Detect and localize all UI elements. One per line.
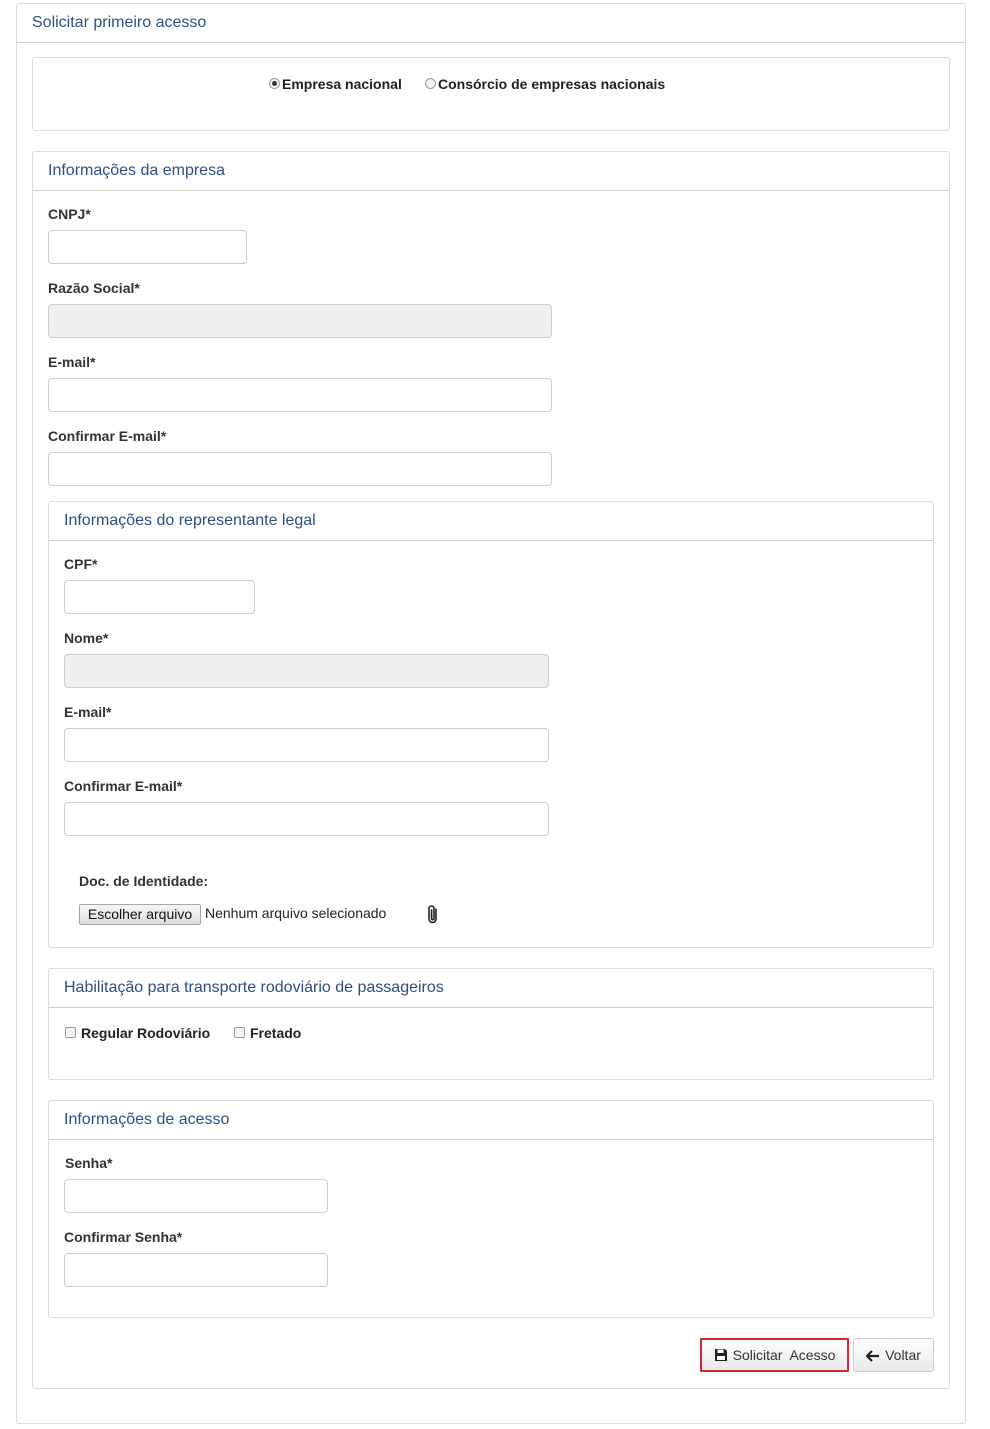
checkbox-fretado-label[interactable]: Fretado	[250, 1025, 302, 1041]
floppy-disk-icon	[714, 1348, 728, 1362]
confirm-senha-label: Confirmar Senha*	[64, 1229, 183, 1245]
company-info-header	[33, 152, 949, 191]
company-type-panel	[32, 57, 950, 131]
checkbox-regular-rodoviario[interactable]	[65, 1027, 76, 1038]
senha-input[interactable]	[64, 1179, 328, 1213]
radio-consorcio-label[interactable]: Consórcio de empresas nacionais	[438, 76, 666, 92]
file-status: Nenhum arquivo selecionado	[205, 905, 387, 921]
senha-label: Senha*	[65, 1155, 113, 1171]
representative-header	[49, 502, 933, 541]
doc-identidade-label: Doc. de Identidade:	[79, 873, 209, 889]
cpf-input[interactable]	[64, 580, 255, 614]
habilitacao-header	[49, 969, 933, 1008]
voltar-button[interactable]	[853, 1338, 934, 1372]
radio-consorcio[interactable]	[425, 78, 436, 89]
page-title: Solicitar primeiro acesso	[32, 14, 207, 31]
paperclip-icon[interactable]	[426, 904, 440, 926]
cnpj-input[interactable]	[48, 230, 247, 264]
cpf-label: CPF*	[64, 556, 98, 572]
company-email-label: E-mail*	[48, 354, 96, 370]
file-choose-button[interactable]	[79, 904, 201, 925]
rep-email-label: E-mail*	[64, 704, 112, 720]
radio-empresa-nacional[interactable]	[269, 78, 280, 89]
nome-input[interactable]	[64, 654, 549, 688]
representative-title: Informações do representante legal	[64, 512, 316, 529]
nome-label: Nome*	[64, 630, 109, 646]
file-choose-button-label: Escolher arquivo	[87, 906, 193, 922]
main-panel-header	[17, 4, 965, 43]
access-info-title: Informações de acesso	[64, 1111, 230, 1128]
company-confirm-email-label: Confirmar E-mail*	[48, 428, 167, 444]
razao-social-label: Razão Social*	[48, 280, 140, 296]
rep-confirm-email-input[interactable]	[64, 802, 549, 836]
radio-empresa-nacional-label[interactable]: Empresa nacional	[282, 76, 402, 92]
checkbox-regular-rodoviario-label[interactable]: Regular Rodoviário	[81, 1025, 211, 1041]
habilitacao-panel	[48, 968, 934, 1080]
rep-confirm-email-label: Confirmar E-mail*	[64, 778, 183, 794]
access-info-header	[49, 1101, 933, 1140]
checkbox-fretado[interactable]	[234, 1027, 245, 1038]
company-email-input[interactable]	[48, 378, 552, 412]
solicitar-acesso-button[interactable]	[700, 1338, 849, 1372]
company-info-title: Informações da empresa	[48, 162, 225, 179]
habilitacao-title: Habilitação para transporte rodoviário de passageiros	[64, 979, 444, 996]
voltar-label: Voltar	[885, 1347, 921, 1363]
solicitar-acesso-label: Solicitar Acesso	[732, 1347, 836, 1363]
arrow-left-icon	[866, 1349, 880, 1361]
razao-social-input[interactable]	[48, 304, 552, 338]
confirm-senha-input[interactable]	[64, 1253, 328, 1287]
rep-email-input[interactable]	[64, 728, 549, 762]
company-confirm-email-input[interactable]	[48, 452, 552, 486]
cnpj-label: CNPJ*	[48, 206, 91, 222]
